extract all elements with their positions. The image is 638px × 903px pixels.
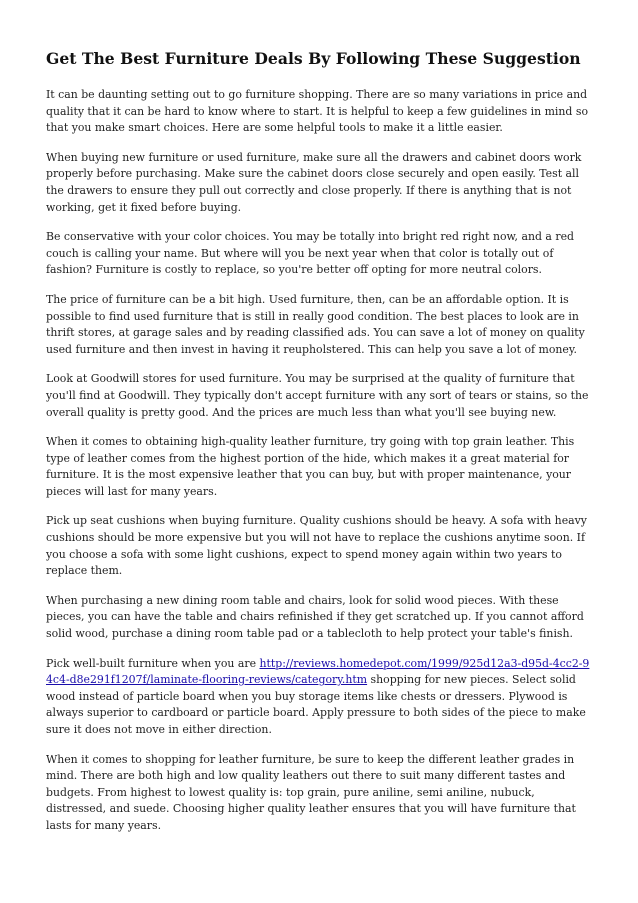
paragraph-seat-cushions: Pick up seat cushions when buying furniture. Quality cushions should be heavy. A sofa with heavy cushions should be more expensive but you will not have to replace the cushions anytime soon. If you choose a sofa with some light cushions, expect to spend money again within two years to replace them. [46, 514, 587, 578]
paragraph-well-built [46, 656, 594, 739]
paragraph-dining-table: When purchasing a new dining room table and chairs, look for solid wood pieces. With these pieces, you can have the table and chairs refinished if they get scratched up. If you cannot afford solid wood, purchase a dining room table pad or a tablecloth to help protect your table's finish. [46, 593, 584, 641]
paragraph-used-furniture: The price of furniture can be a bit high. Used furniture, then, can be an affordable option. It is possible to find used furniture that is still in really good condition. The best places to look are in thrift stores, at garage sales and by reading classified ads. You can save a lot of money on quality used furniture and then invest in having it reupholstered. This can help you save a lot of money. [46, 292, 585, 356]
paragraph-well-built-rest: shopping for new pieces. Select solid wood instead of particle board when you buy storage items like chests or dressers. Plywood is always superior to cardboard or particle board. Apply pressure to both sides of the piece to make sure it does not move in either direction. [46, 673, 586, 736]
paragraph-leather-grades: When it comes to shopping for leather furniture, be sure to keep the different leather grades in mind. There are both high and low quality leathers out there to suit many different tastes and budgets. From highest to lowest quality is: top grain, pure aniline, semi aniline, nubuck, distressed, and suede. Choosing higher quality leather ensures that you will have furniture that lasts for many years. [46, 752, 576, 832]
paragraph-drawers: When buying new furniture or used furniture, make sure all the drawers and cabinet doors work properly before purchasing. Make sure the cabinet doors close securely and open easily. Test all the drawers to ensure they pull out correctly and close properly. If there is anything that is not working, get it fixed before buying. [46, 150, 582, 214]
document-page [46, 48, 594, 848]
paragraph-colors: Be conservative with your color choices. You may be totally into bright red right now, and a red couch is calling your name. But where will you be next year when that color is totally out of fashion? Furniture is costly to replace, so you're better off opting for more neutral colors. [46, 230, 574, 277]
paragraph-well-built-lead: Pick well-built furniture when you are [46, 656, 260, 670]
paragraph-intro: It can be daunting setting out to go furniture shopping. There are so many variations in price and quality that it can be hard to know where to start. It is helpful to keep a few guidelines in mind so that you make smart choices. Here are some helpful tools to make it a little easier. [46, 88, 589, 135]
page-title: Get The Best Furniture Deals By Following These Suggestion [46, 49, 581, 68]
paragraph-top-grain-leather: When it comes to obtaining high-quality leather furniture, try going with top grain leather. This type of leather comes from the highest portion of the hide, which makes it a great material for furniture. It is the most expensive leather that you can buy, but with proper maintenance, your pieces will last for many years. [46, 435, 575, 498]
paragraph-goodwill: Look at Goodwill stores for used furniture. You may be surprised at the quality of furniture that you'll find at Goodwill. They typically don't accept furniture with any sort of tears or stains, so the overall quality is pretty good. And the prices are much less than what you'll see buying new. [46, 372, 589, 419]
homedepot-review-link[interactable]: http://reviews.homedepot.com/1999/925d12a3-d95d-4cc2-94c4-d8e291f1207f/laminate-flooring-reviews/category.htm [46, 656, 590, 687]
